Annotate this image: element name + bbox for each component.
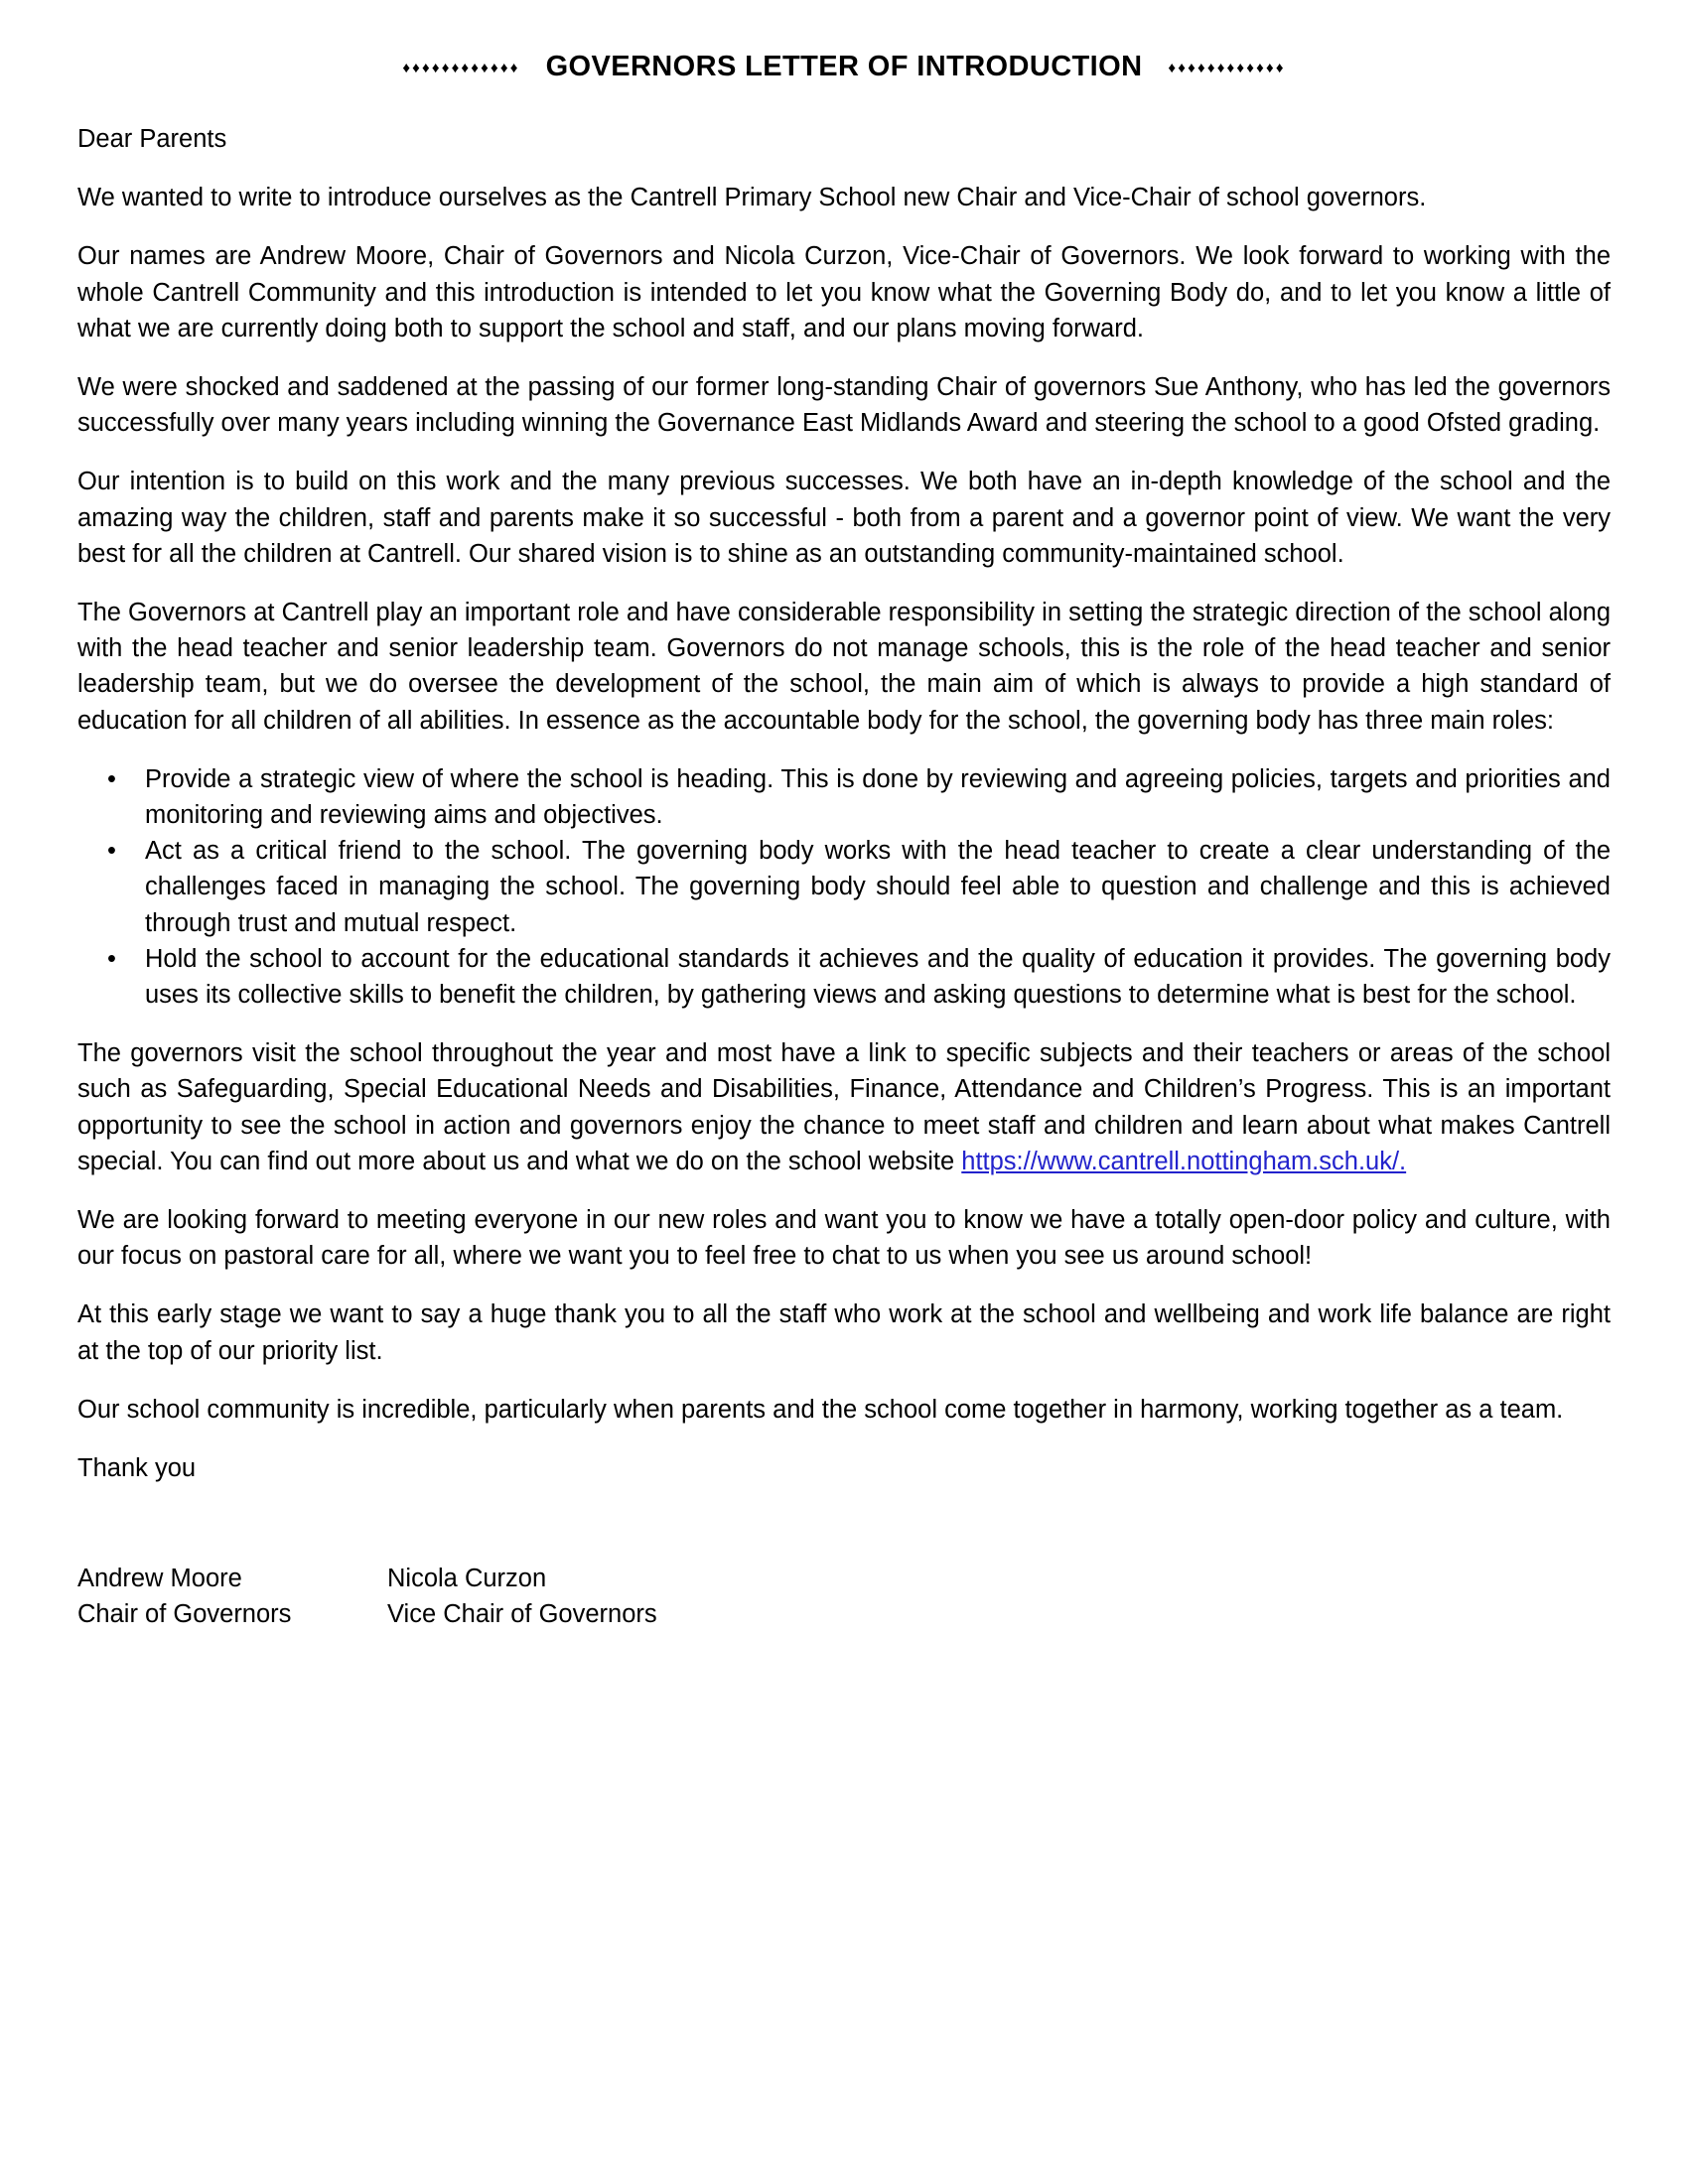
list-item: [77, 833, 1611, 941]
signature-names-row: [77, 1561, 1611, 1596]
paragraph-open-door: We are looking forward to meeting everyone in our new roles and want you to know we have a totally open-door policy and culture, with our focus on pastoral care for all, where we want you to feel free to chat to us when you see us around school!: [77, 1205, 1611, 1271]
list-item-text: Act as a critical friend to the school. The governing body works with the head teacher to create a clear understanding of the challenges faced in managing the school. The governing body should feel able to question and challenge and this is achieved through trust and mutual respect.: [145, 837, 1611, 937]
signature-right-name: Nicola Curzon: [387, 1565, 547, 1593]
diamond-ornament-right: ♦♦♦♦♦♦♦♦♦♦♦♦: [1168, 60, 1286, 77]
bullet-icon: •: [107, 944, 116, 973]
paragraph-school-visits-text: The governors visit the school throughout the year and most have a link to specific subjects and their teachers or areas of the school such as Safeguarding, Special Educational Needs and Disabilities, Finance, Attendance and Children’s Progress. This is an important opportunity to see the school in action and governors enjoy the chance to meet staff and children and learn about what makes Cantrell special. You can find out more about us and what we do on the school website: [77, 1039, 1611, 1175]
paragraph-names: Our names are Andrew Moore, Chair of Governors and Nicola Curzon, Vice-Chair of Governors. We look forward to working with the whole Cantrell Community and this introduction is intended to let you know what the Governing Body do, and to let you know a little of what we are currently doing both to support the school and staff, and our plans moving forward.: [77, 242, 1611, 342]
page-title: GOVERNORS LETTER OF INTRODUCTION: [545, 51, 1143, 82]
list-item-text: Hold the school to account for the educational standards it achieves and the quality of education it provides. The governing body uses its collective skills to benefit the children, by gathering views and asking questions to determine what is best for the school.: [145, 944, 1611, 1009]
salutation: Dear Parents: [77, 124, 227, 153]
bullet-icon: •: [107, 837, 116, 866]
paragraph-governor-role: The Governors at Cantrell play an important role and have considerable responsibility in setting the strategic direction of the school along with the head teacher and senior leadership team. Governors do not manage schools, this is the role of the head teacher and senior leadership team, but we do oversee the development of the school, the main aim of which is always to provide a high standard of education for all children of all abilities. In essence as the accountable body for the school, the governing body has three main roles:: [77, 598, 1611, 735]
governing-body-roles-list: [77, 761, 1611, 1013]
list-item: [77, 941, 1611, 1013]
list-item-text: Provide a strategic view of where the school is heading. This is done by reviewing and agreeing policies, targets and priorities and monitoring and reviewing aims and objectives.: [145, 764, 1611, 829]
paragraph-intention: Our intention is to build on this work and the many previous successes. We both have an in-depth knowledge of the school and the amazing way the children, staff and parents make it so successful - both from a parent and a governor point of view. We want the very best for all the children at Cantrell. Our shared vision is to shine as an outstanding community-maintained school.: [77, 468, 1611, 568]
bullet-icon: •: [107, 764, 116, 793]
closing-line: Thank you: [77, 1453, 197, 1482]
paragraph-community: Our school community is incredible, particularly when parents and the school come together in harmony, working together as a team.: [77, 1395, 1564, 1424]
signature-left-title: Chair of Governors: [77, 1600, 292, 1629]
school-website-link[interactable]: https://www.cantrell.nottingham.sch.uk/.: [961, 1147, 1407, 1175]
diamond-ornament-left: ♦♦♦♦♦♦♦♦♦♦♦♦: [402, 60, 520, 77]
signature-left-name: Andrew Moore: [77, 1565, 242, 1593]
document-header: [77, 52, 1611, 83]
signature-right-title: Vice Chair of Governors: [387, 1600, 657, 1629]
paragraph-staff-thanks: At this early stage we want to say a huge thank you to all the staff who work at the school and wellbeing and work life balance are right at the top of our priority list.: [77, 1300, 1611, 1365]
paragraph-school-visits: [77, 1035, 1611, 1179]
signature-block: [77, 1561, 1611, 1632]
signature-titles-row: [77, 1596, 1611, 1632]
list-item: [77, 761, 1611, 833]
paragraph-introduction: We wanted to write to introduce ourselves as the Cantrell Primary School new Chair and Vice-Chair of school governors.: [77, 184, 1427, 212]
letter-body: [77, 121, 1611, 1633]
paragraph-former-chair: We were shocked and saddened at the passing of our former long-standing Chair of governors Sue Anthony, who has led the governors successfully over many years including winning the Governance East Midlands Award and steering the school to a good Ofsted grading.: [77, 372, 1611, 438]
